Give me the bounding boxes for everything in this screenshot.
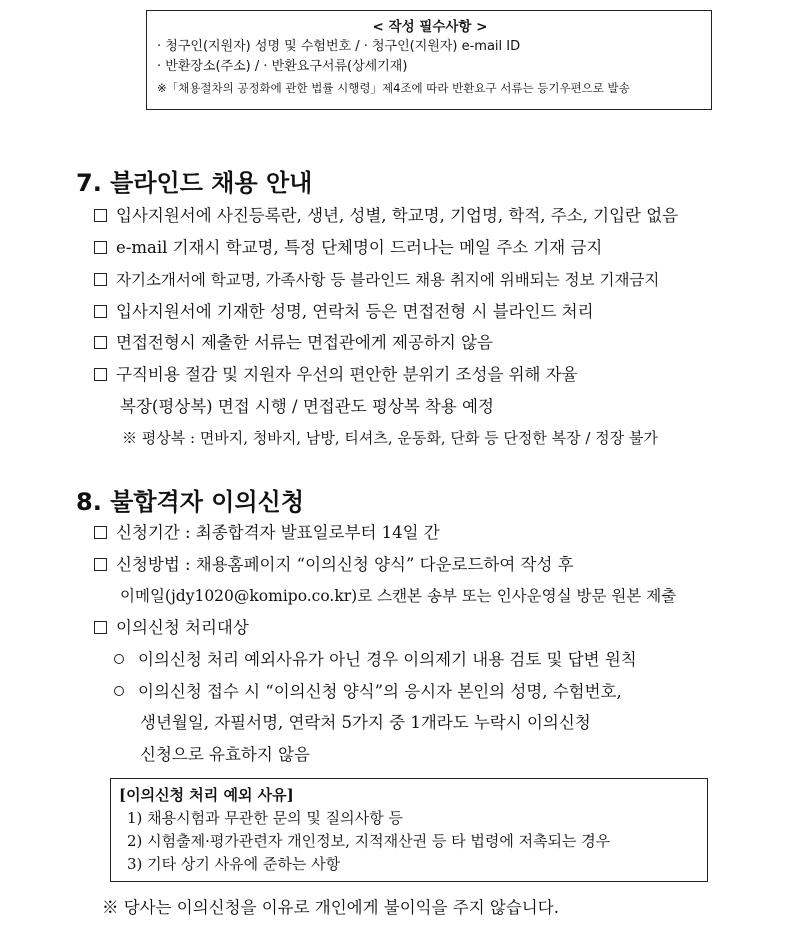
item-text: 자기소개서에 학교명, 가족사항 등 블라인드 채용 취지에 위배되는 정보 기재금지	[116, 271, 660, 289]
item-text: 면접전형시 제출한 서류는 면접관에게 제공하지 않음	[116, 333, 493, 352]
sub-item-continuation: 생년월일, 자필서명, 연락처 5가지 중 1개라도 누락시 이의신청	[140, 713, 591, 732]
required-items-line-2: · 반환장소(주소) / · 반환요구서류(상세기재)	[157, 59, 408, 74]
item-text: 입사지원서에 사진등록란, 생년, 성별, 학교명, 기업명, 학적, 주소, 기입란 없음	[116, 206, 679, 225]
list-item-continuation: 복장(평상복) 면접 시행 / 면접관도 평상복 착용 예정	[120, 397, 494, 416]
checkbox-icon	[94, 336, 107, 349]
item-text: 이의신청 처리대상	[116, 618, 249, 637]
item-text: 구직비용 절감 및 지원자 우선의 편안한 분위기 조성을 위해 자율	[116, 365, 578, 384]
checkbox-icon	[94, 526, 107, 539]
section-8-title: 8. 불합격자 이의신청	[76, 488, 304, 516]
exception-item: 1) 채용시험과 무관한 문의 및 질의사항 등	[127, 809, 403, 827]
item-text: 신청기간 : 최종합격자 발표일로부터 14일 간	[116, 523, 440, 542]
list-item	[94, 331, 493, 355]
circle-bullet-icon	[114, 654, 124, 664]
item-text: 이의신청 접수 시 “이의신청 양식”의 응시자 본인의 성명, 수험번호,	[138, 682, 622, 701]
circle-bullet-icon	[114, 686, 124, 696]
registered-mail-note: ※「채용절차의 공정화에 관한 법률 시행령」제4조에 따라 반환요구 서류는 등기우편으로 발송	[157, 81, 630, 95]
item-text: 신청방법 : 채용홈페이지 “이의신청 양식” 다운로드하여 작성 후	[116, 555, 574, 574]
sub-item	[114, 648, 637, 672]
list-item	[94, 363, 578, 387]
list-item	[94, 268, 659, 292]
list-item	[94, 204, 678, 228]
list-item	[94, 521, 440, 545]
exception-item: 3) 기타 상기 사유에 준하는 사항	[127, 855, 341, 873]
checkbox-icon	[94, 621, 107, 634]
section-7-title: 7. 블라인드 채용 안내	[76, 169, 313, 197]
list-item	[94, 300, 594, 324]
checkbox-icon	[94, 273, 107, 286]
checkbox-icon	[94, 558, 107, 571]
checkbox-icon	[94, 241, 107, 254]
required-items-line-1: · 청구인(지원자) 성명 및 수험번호 / · 청구인(지원자) e-mail ID	[157, 39, 521, 54]
list-item	[94, 616, 249, 640]
casual-wear-note: ※ 평상복 : 면바지, 청바지, 남방, 티셔츠, 운동화, 단화 등 단정한 복장 / 정장 불가	[122, 429, 658, 447]
required-items-box	[146, 10, 712, 110]
sub-item	[114, 680, 622, 704]
required-items-title: < 작성 필수사항 >	[372, 19, 488, 35]
exception-reasons-box	[110, 778, 708, 882]
item-text: 이의신청 처리 예외사유가 아닌 경우 이의제기 내용 검토 및 답변 원칙	[138, 650, 637, 669]
checkbox-icon	[94, 209, 107, 222]
no-disadvantage-note: ※ 당사는 이의신청을 이유로 개인에게 불이익을 주지 않습니다.	[102, 898, 559, 917]
list-item	[94, 236, 602, 260]
item-text: e-mail 기재시 학교명, 특정 단체명이 드러나는 메일 주소 기재 금지	[116, 238, 603, 257]
exception-item: 2) 시험출제·평가관련자 개인정보, 지적재산권 등 타 법령에 저촉되는 경우	[127, 832, 611, 850]
item-text: 입사지원서에 기재한 성명, 연락처 등은 면접전형 시 블라인드 처리	[116, 302, 594, 321]
list-item-continuation: 이메일(jdy1020@komipo.co.kr)로 스캔본 송부 또는 인사운영실 방문 원본 제출	[120, 587, 677, 605]
checkbox-icon	[94, 305, 107, 318]
exception-reasons-header: [이의신청 처리 예외 사유]	[119, 786, 294, 804]
checkbox-icon	[94, 368, 107, 381]
sub-item-continuation: 신청으로 유효하지 않음	[140, 745, 310, 764]
list-item	[94, 553, 574, 577]
